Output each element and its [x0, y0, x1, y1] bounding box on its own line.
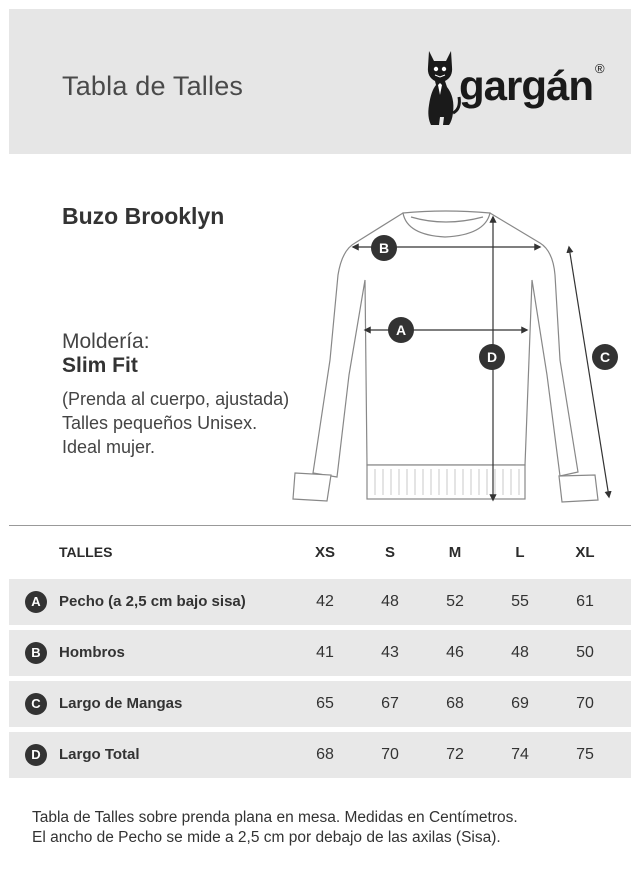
value-xs: 42	[316, 593, 334, 610]
brand-logo	[419, 47, 619, 127]
row-badge: A	[25, 591, 47, 613]
value-l: 55	[511, 593, 529, 610]
table-row	[9, 681, 631, 727]
size-l: L	[515, 544, 525, 561]
table-row	[9, 579, 631, 625]
table-row	[9, 732, 631, 778]
logo-wordmark: gargán	[459, 62, 594, 109]
value-m: 46	[446, 644, 464, 661]
sweatshirt-left-cuff	[293, 473, 331, 501]
value-xs: 41	[316, 644, 334, 661]
size-xl: XL	[575, 544, 595, 561]
sweatshirt-right-cuff	[559, 475, 598, 502]
fit-description: (Prenda al cuerpo, ajustada) Talles pequeños Unisex. Ideal mujer.	[62, 389, 290, 457]
value-xs: 68	[316, 746, 334, 763]
value-l: 74	[511, 746, 529, 763]
page-title: Tabla de Talles	[62, 71, 244, 101]
registered-mark: ®	[595, 61, 605, 76]
header-label: TALLES	[59, 544, 113, 560]
row-label: Largo Total	[59, 746, 140, 763]
marker-d: D	[486, 349, 498, 365]
table-header	[9, 530, 631, 575]
table-row	[9, 630, 631, 676]
row-badge: D	[25, 744, 47, 766]
size-s: S	[384, 544, 395, 561]
value-l: 48	[511, 644, 529, 661]
footnote	[32, 808, 632, 848]
value-s: 43	[381, 644, 399, 661]
value-xl: 61	[576, 593, 594, 610]
row-label: Pecho (a 2,5 cm bajo sisa)	[59, 593, 246, 610]
value-m: 52	[446, 593, 464, 610]
row-badge: B	[25, 642, 47, 664]
marker-c: C	[599, 349, 611, 365]
fit-value: Slim Fit	[62, 354, 138, 377]
row-label: Hombros	[59, 644, 125, 661]
size-m: M	[448, 544, 462, 561]
sweatshirt-body	[313, 213, 578, 477]
value-xl: 70	[576, 695, 594, 712]
row-label: Largo de Mangas	[59, 695, 183, 712]
cat-icon	[419, 47, 461, 127]
marker-b: B	[378, 240, 390, 256]
value-xs: 65	[316, 695, 334, 712]
footnote-line-1: Tabla de Talles sobre prenda plana en mesa. Medidas en Centímetros.	[32, 809, 518, 826]
value-xl: 50	[576, 644, 594, 661]
size-xs: XS	[314, 544, 335, 561]
footnote-line-2: El ancho de Pecho se mide a 2,5 cm por debajo de las axilas (Sisa).	[32, 829, 501, 846]
sweatshirt-diagram	[285, 195, 630, 515]
value-l: 69	[511, 695, 529, 712]
marker-a: A	[395, 322, 407, 338]
fit-label: Moldería:	[62, 330, 150, 353]
row-badge: C	[25, 693, 47, 715]
value-s: 48	[381, 593, 399, 610]
value-xl: 75	[576, 746, 594, 763]
product-name: Buzo Brooklyn	[62, 203, 225, 229]
value-m: 72	[446, 746, 464, 763]
value-m: 68	[446, 695, 464, 712]
value-s: 67	[381, 695, 399, 712]
header-banner	[9, 9, 631, 154]
value-s: 70	[381, 746, 399, 763]
section-divider	[9, 525, 631, 526]
